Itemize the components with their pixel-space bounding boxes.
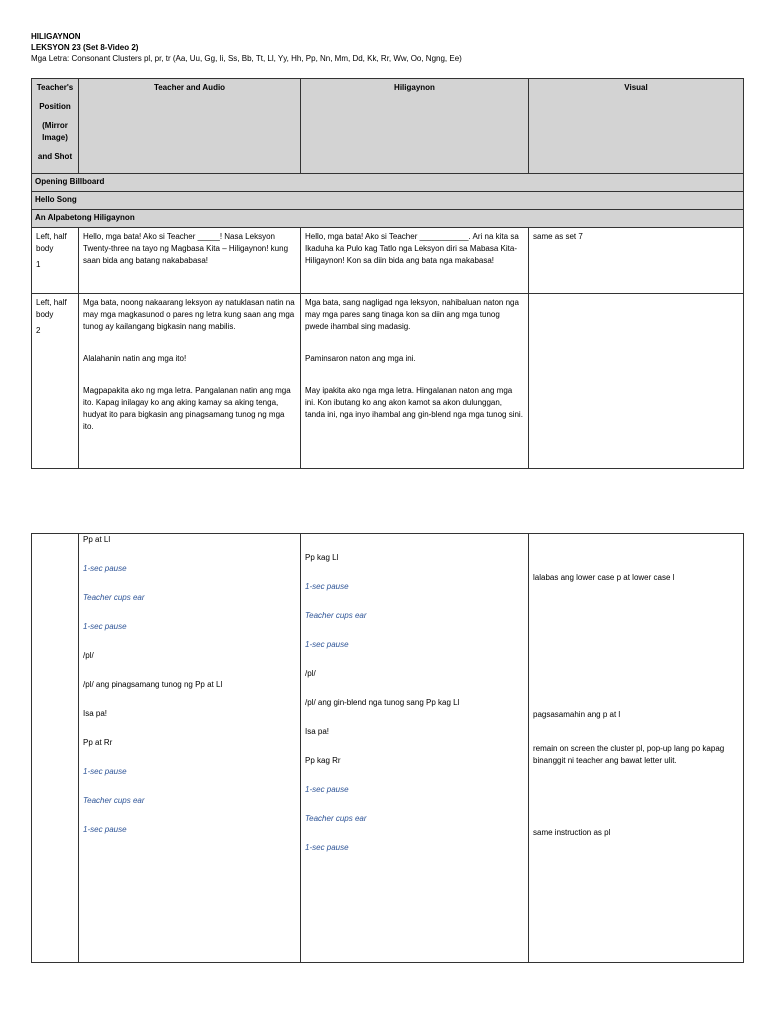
teacher-line: Isa pa! [83, 709, 108, 718]
letters-line: Mga Letra: Consonant Clusters pl, pr, tr (Aa, Uu, Gg, Ii, Ss, Bb, Tt, Ll, Yy, Hh, Pp, Nn, Mm, Dd, Kk, Rr, Ww, Oo, Ngng, Ee) [31, 54, 462, 63]
table-header-row [32, 79, 744, 174]
visual-cell [529, 294, 744, 469]
hiligaynon-cell [301, 294, 529, 469]
hiligaynon-line: Pp kag Rr [305, 756, 341, 765]
section-label: Hello Song [32, 192, 744, 210]
header-text: Position [39, 102, 71, 111]
visual-text: same as set 7 [533, 232, 583, 241]
hiligaynon-cue: 1-sec pause [305, 843, 349, 852]
visual-note: pagsasamahin ang p at l [533, 710, 621, 719]
section-label: An Alpabetong Hiligaynon [32, 210, 744, 228]
hiligaynon-text: May ipakita ako nga mga letra. Hingalanan naton ang mga ini. Kon ibutang ko ang akon kamot sa akon dulunggan, tanda ini, nga inyo ihambal ang gin-blend nga mga tunog sini. [305, 386, 523, 419]
header-text: (Mirror Image) [42, 121, 68, 142]
hiligaynon-cue: 1-sec pause [305, 785, 349, 794]
section-row [32, 210, 744, 228]
position-cell [32, 294, 79, 469]
hiligaynon-cue: Teacher cups ear [305, 814, 367, 823]
shot-number: 1 [36, 260, 41, 269]
teacher-text: Hello, mga bata! Ako si Teacher _____! Nasa Leksyon Twenty-three na tayo ng Magbasa Kita – Hiligaynon! kung saan bida ang batang nakababasa! [83, 232, 289, 265]
position-text: Left, half body [36, 232, 67, 253]
teacher-cue: 1-sec pause [83, 564, 127, 573]
visual-note: remain on screen the cluster pl, pop-up lang po kapag binanggit ni teacher ang bawat letter ulit. [533, 744, 725, 765]
visual-note: same instruction as pl [533, 828, 611, 837]
header-text: and Shot [37, 152, 73, 161]
section-row [32, 192, 744, 210]
teacher-cell [79, 228, 301, 294]
teacher-cue: 1-sec pause [83, 622, 127, 631]
hiligaynon-line: Pp kag Ll [305, 553, 339, 562]
shot-number: 2 [36, 326, 41, 335]
teacher-text: Alalahanin natin ang mga ito! [83, 354, 187, 363]
teacher-cue: 1-sec pause [83, 767, 127, 776]
teacher-line: Pp at Ll [83, 535, 111, 544]
header-text: Teacher's [36, 83, 74, 92]
visual-note: lalabas ang lower case p at lower case l [533, 573, 675, 582]
hiligaynon-cell [301, 228, 529, 294]
position-cell [32, 534, 79, 963]
teacher-line: /pl/ [83, 651, 94, 660]
hiligaynon-line: Isa pa! [305, 727, 330, 736]
hiligaynon-cell [301, 534, 529, 963]
visual-cell [529, 228, 744, 294]
teacher-audio-header: Teacher and Audio [79, 79, 301, 174]
hiligaynon-cue: Teacher cups ear [305, 611, 367, 620]
teacher-cue: Teacher cups ear [83, 593, 145, 602]
teacher-cue: Teacher cups ear [83, 796, 145, 805]
table-row [32, 294, 744, 469]
teacher-text: Magpapakita ako ng mga letra. Pangalanan natin ang mga ito. Kapag inilagay ko ang aking kamay sa aking tenga, hudyat ito para bigkasin ang pinagsamang tunog ng mga ito. [83, 386, 291, 431]
position-text: Left, half body [36, 298, 67, 319]
script-table-2 [31, 533, 744, 963]
lesson-title: LEKSYON 23 (Set 8-Video 2) [31, 43, 139, 52]
teacher-text: Mga bata, noong nakaarang leksyon ay natuklasan natin na may mga magkasunod o pares ng letra kung saan ang mga tunog ay kailangang bigkasin nang mabilis. [83, 298, 295, 331]
hiligaynon-line: /pl/ [305, 669, 316, 678]
section-label: Opening Billboard [32, 174, 744, 192]
hiligaynon-cue: 1-sec pause [305, 640, 349, 649]
hiligaynon-text: Paminsaron naton ang mga ini. [305, 354, 416, 363]
language-title: HILIGAYNON [31, 32, 81, 41]
position-header [32, 79, 79, 174]
table-row [32, 228, 744, 294]
hiligaynon-text: Hello, mga bata! Ako si Teacher ___________. Ari na kita sa Ikaduha ka Pulo kag Tatlo nga Leksyon diri sa Mabasa Kita-Hiligaynon! Kon sa diin bida ang bata nga makabasa! [305, 232, 519, 265]
teacher-line: /pl/ ang pinagsamang tunog ng Pp at Ll [83, 680, 223, 689]
hiligaynon-line: /pl/ ang gin-blend nga tunog sang Pp kag Ll [305, 698, 460, 707]
visual-header: Visual [529, 79, 744, 174]
position-cell [32, 228, 79, 294]
visual-cell [529, 534, 744, 963]
script-table-1 [31, 78, 744, 469]
section-row [32, 174, 744, 192]
teacher-line: Pp at Rr [83, 738, 113, 747]
document-header [31, 31, 462, 64]
hiligaynon-header: Hiligaynon [301, 79, 529, 174]
teacher-cell [79, 534, 301, 963]
hiligaynon-text: Mga bata, sang nagligad nga leksyon, nahibaluan naton nga may mga pares sang tinaga kon sa diin ang mga tunog pwede ihambal sing madasig. [305, 298, 519, 331]
table-row [32, 534, 744, 963]
teacher-cue: 1-sec pause [83, 825, 127, 834]
hiligaynon-cue: 1-sec pause [305, 582, 349, 591]
teacher-cell [79, 294, 301, 469]
